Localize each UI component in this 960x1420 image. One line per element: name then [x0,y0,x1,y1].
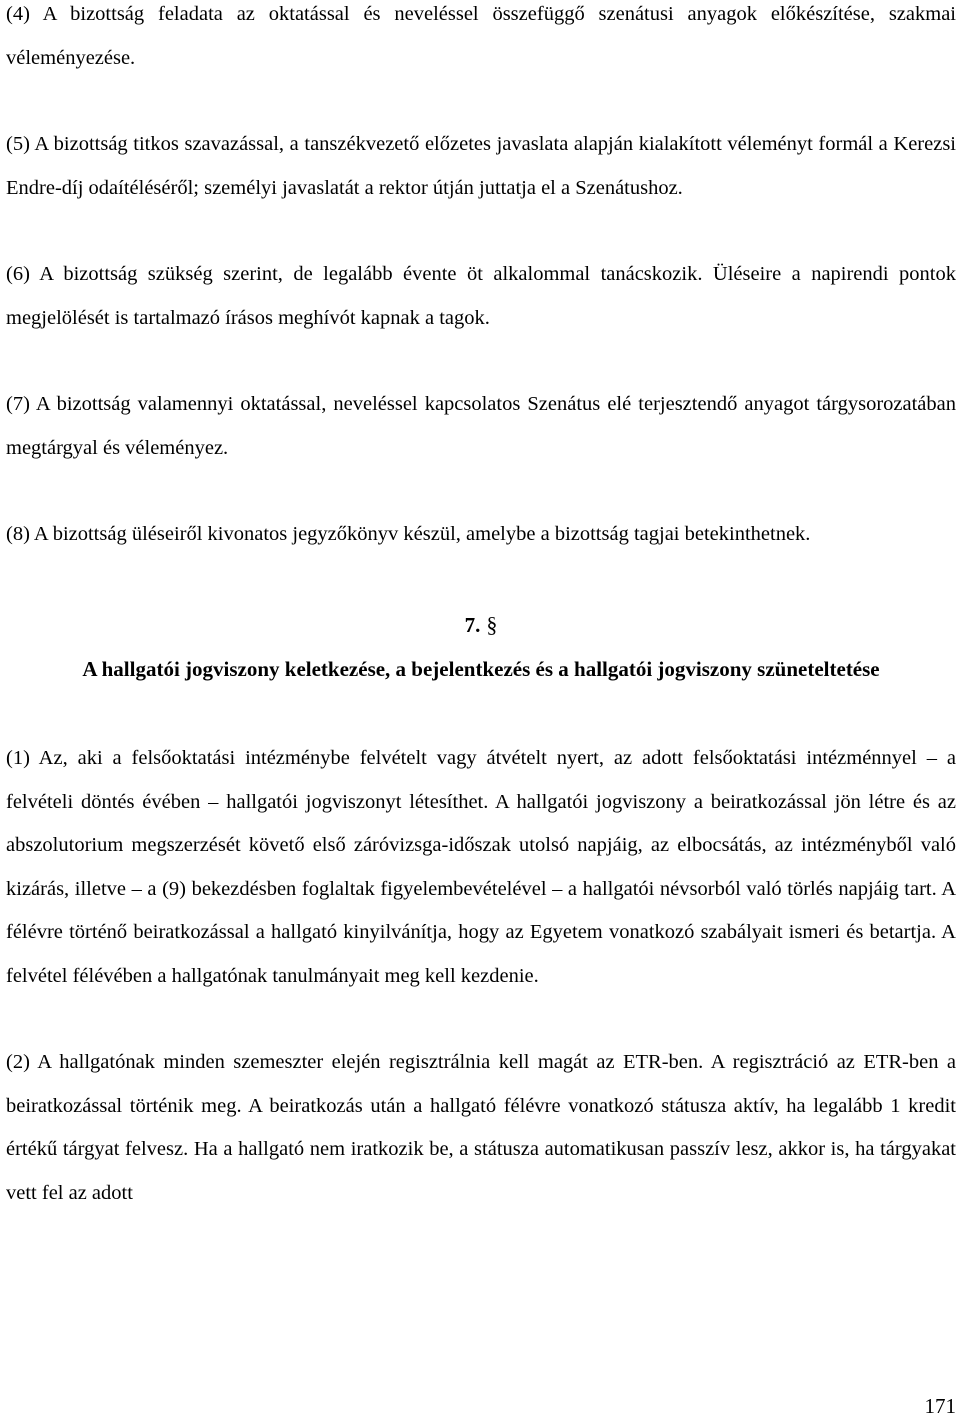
section-title: A hallgatói jogviszony keletkezése, a bejelentkezés és a hallgatói jogviszony szüneteltetése [82,657,880,681]
section-number: 7. [464,612,481,637]
paragraph-4: (4) A bizottság feladata az oktatással és neveléssel összefüggő szenátusi anyagok előkészítése, szakmai véleményezése. [6,3,956,69]
spacer [6,80,956,123]
spacer [6,691,956,737]
paragraph-5: (5) A bizottság titkos szavazással, a tanszékvezető előzetes javaslata alapján kialakított véleményt formál a Kerezsi Endre-díj odaítéléséről; személyi javaslatát a rektor útján juttatja el a Szenátushoz. [6,133,956,199]
section-mark: § [486,611,498,637]
spacer [6,998,956,1041]
spacer [6,470,956,513]
spacer [6,210,956,253]
spacer [6,340,956,383]
section-paragraph-1: (1) Az, aki a felsőoktatási intézménybe felvételt vagy átvételt nyert, az adott felsőoktatási intézménnyel – a felvételi döntés évében – hallgatói jogviszonyt létesíthet. A hallgatói jogviszony a beiratkozással jön létre és az abszolutorium megszerzését követő első záróvizsga-időszak utolsó napjáig, az elbocsátás, az intézményből való kizárás, illetve – a (9) bekezdésben foglaltak figyelembevételével – a hallgatói névsorból való törlés napjáig tart. A félévre történő beiratkozással a hallgató kinyilvánítja, hogy az Egyetem vonatkozó szabályait ismeri és betartja. A felvétel félévében a hallgatónak tanulmányait meg kell kezdenie. [6,747,956,987]
section-heading-number [6,603,956,648]
page-number: 171 [924,1394,956,1418]
paragraph-7: (7) A bizottság valamennyi oktatással, neveléssel kapcsolatos Szenátus elé terjesztendő anyagot tárgysorozatában megtárgyal és véleményez. [6,393,956,459]
paragraph-6: (6) A bizottság szükség szerint, de legalább évente öt alkalommal tanácskozik. Üléseire a napirendi pontok megjelölését is tartalmazó írásos meghívót kapnak a tagok. [6,263,956,329]
spacer [6,557,956,603]
paragraph-8: (8) A bizottság üléseiről kivonatos jegyzőkönyv készül, amelybe a bizottság tagjai betekinthetnek. [6,523,811,545]
section-paragraph-2: (2) A hallgatónak minden szemeszter elején regisztrálnia kell magát az ETR-ben. A regisztráció az ETR-ben a beiratkozással történik meg. A beiratkozás után a hallgató félévre vonatkozó státusza aktív, ha legalább 1 kredit értékű tárgyat felvesz. Ha a hallgató nem iratkozik be, a státusza automatikusan passzív lesz, akkor is, ha tárgyakat vett fel az adott [6,1051,956,1204]
document-page [6,0,956,1215]
